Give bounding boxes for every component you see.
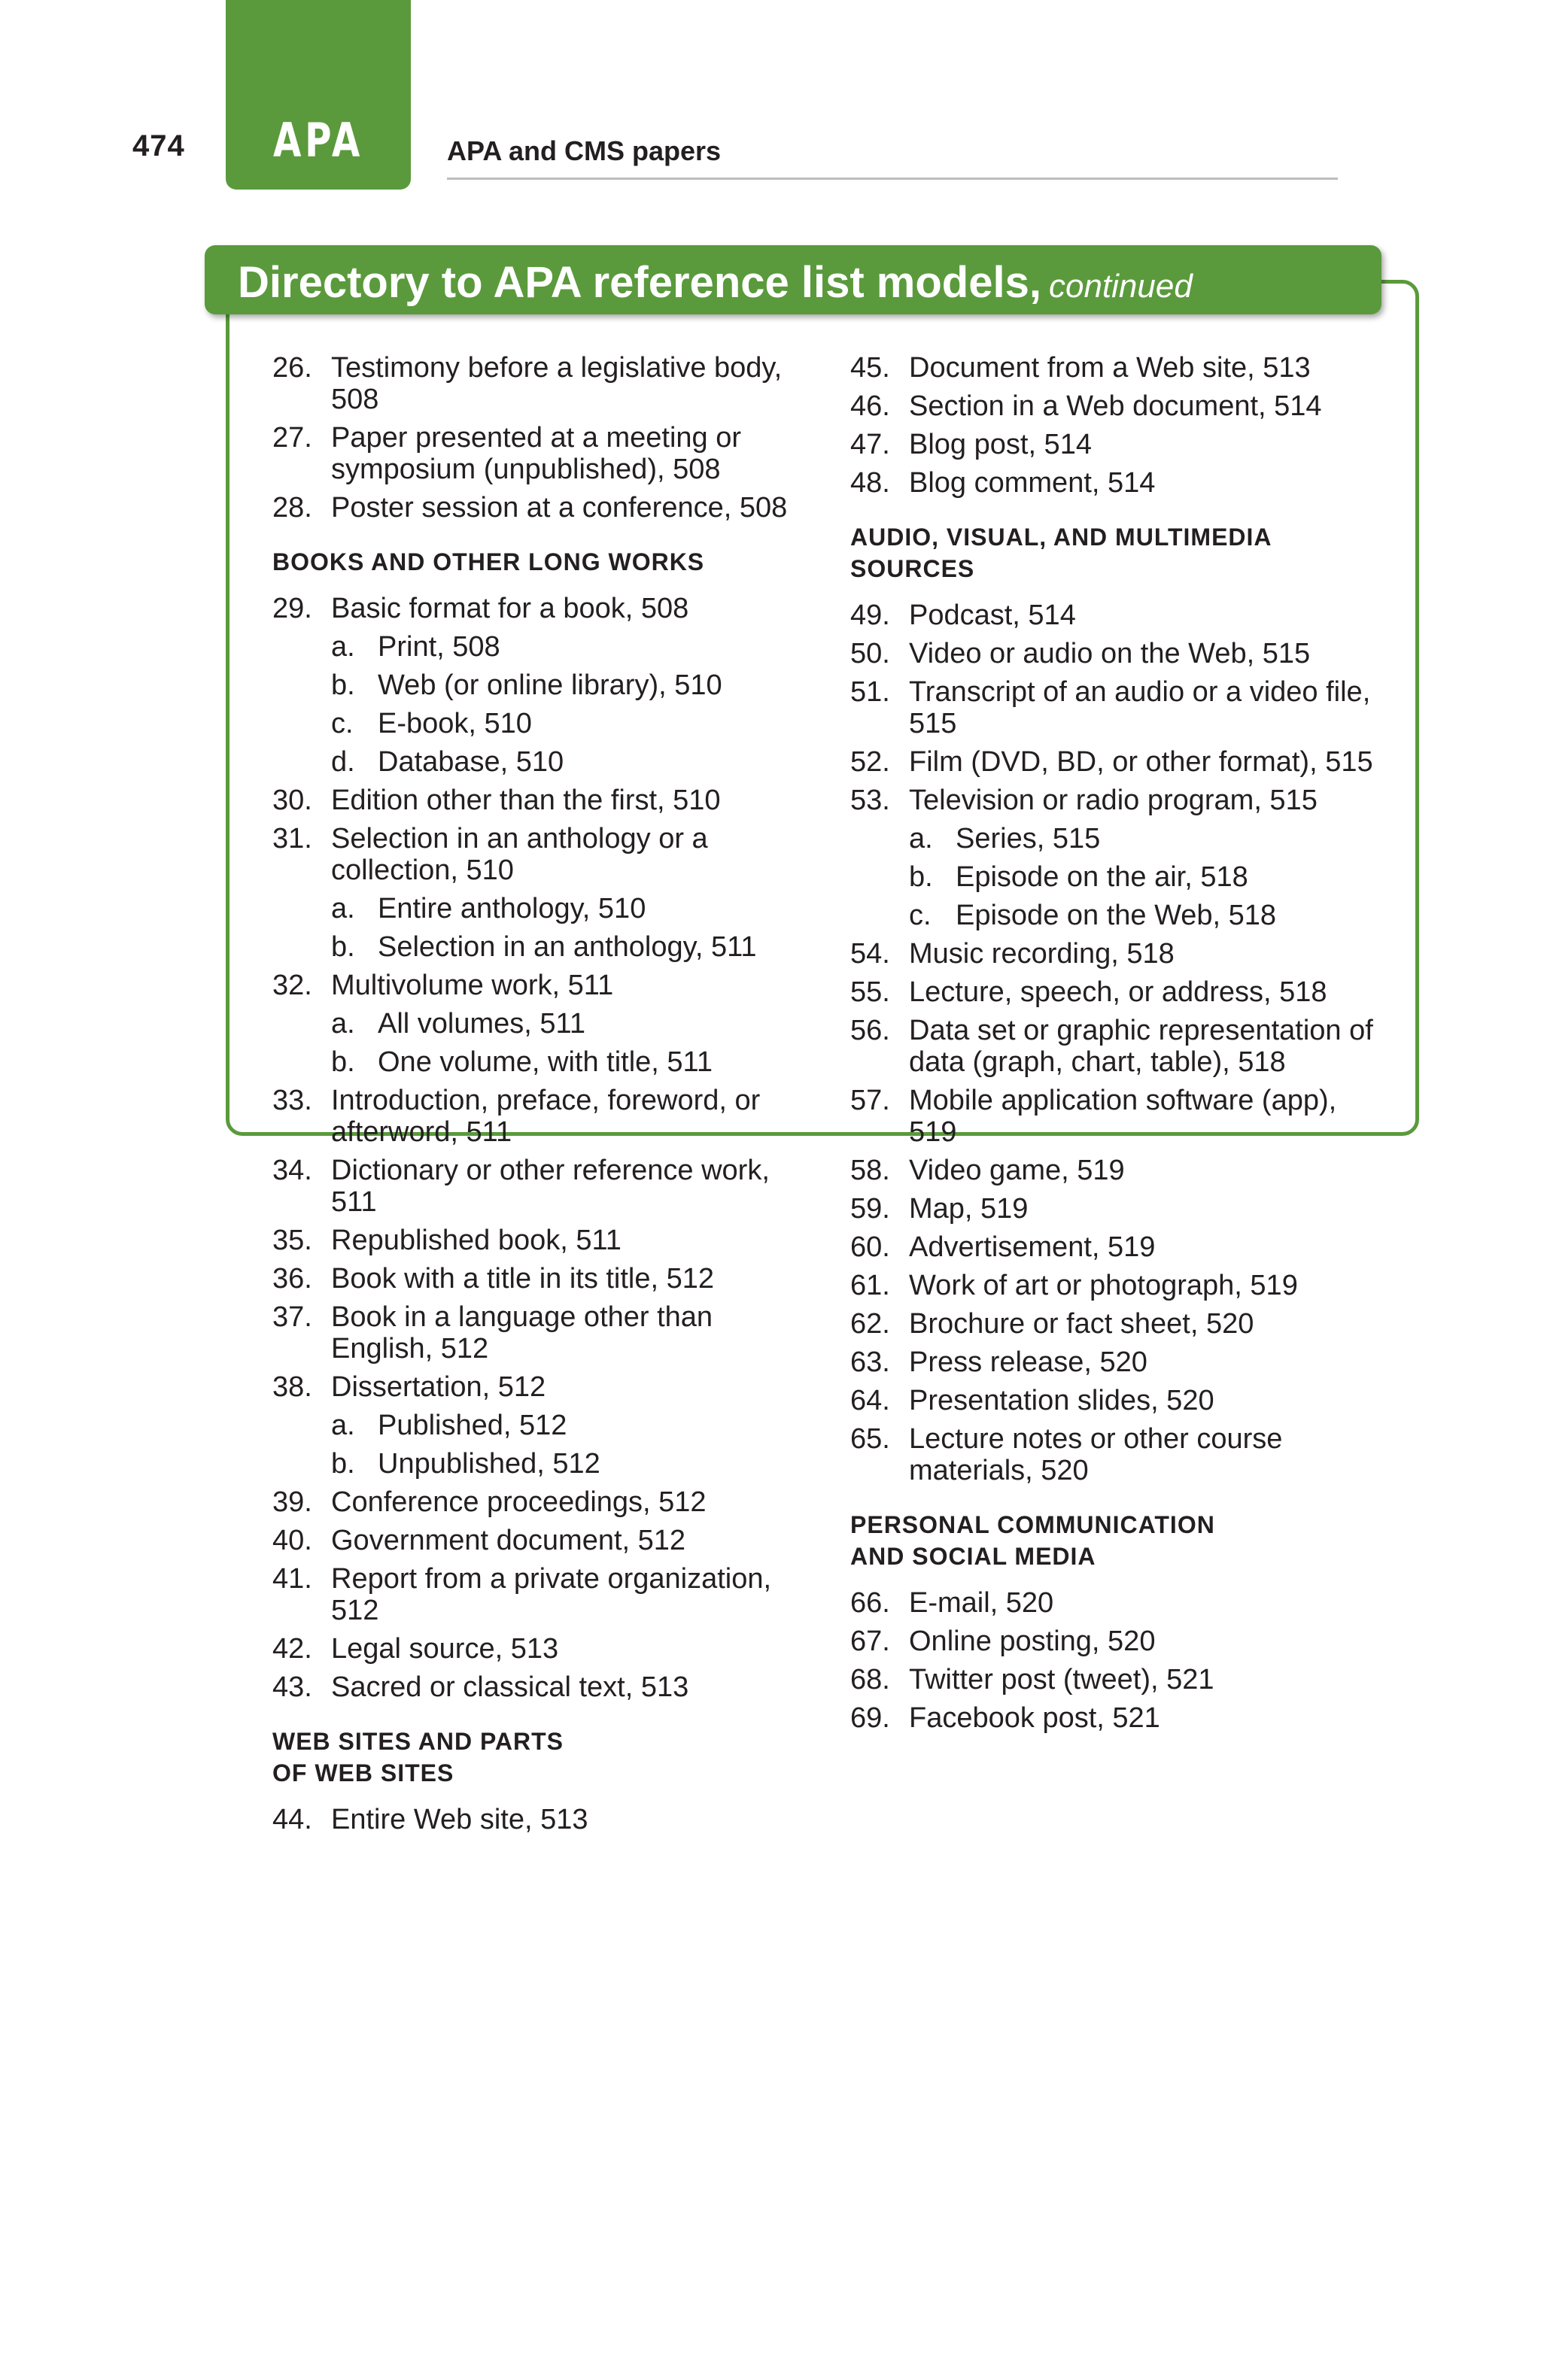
entry-number: 29. xyxy=(272,593,312,624)
entry-number: 67. xyxy=(850,1626,890,1657)
directory-banner xyxy=(205,245,1381,314)
entry-number: 58. xyxy=(850,1155,890,1186)
entry-text: Lecture, speech, or address, 518 xyxy=(909,976,1327,1008)
reference-entry xyxy=(850,1231,1392,1263)
entry-text: Section in a Web document, 514 xyxy=(909,390,1322,422)
entry-number: c. xyxy=(331,708,354,739)
reference-entry xyxy=(850,676,1392,739)
entry-number: 34. xyxy=(272,1155,312,1186)
entry-text: Presentation slides, 520 xyxy=(909,1385,1214,1416)
directory-title-text: Directory to APA reference list models, xyxy=(238,258,1041,307)
entry-text: Book with a title in its title, 512 xyxy=(331,1263,715,1295)
reference-entry xyxy=(272,785,807,816)
entry-text: Podcast, 514 xyxy=(909,600,1076,631)
reference-entry xyxy=(272,1804,807,1835)
entry-number: 63. xyxy=(850,1346,890,1378)
entry-number: b. xyxy=(331,1448,355,1480)
reference-entry xyxy=(850,1193,1392,1225)
reference-entry xyxy=(272,492,807,524)
entry-number: 55. xyxy=(850,976,890,1008)
entry-text: Series, 515 xyxy=(956,823,1101,855)
reference-entry xyxy=(272,1085,807,1148)
entry-number: 28. xyxy=(272,492,312,524)
reference-entry xyxy=(850,600,1392,631)
entry-number: 42. xyxy=(272,1633,312,1665)
entry-text: Dissertation, 512 xyxy=(331,1371,546,1403)
entry-number: a. xyxy=(331,631,355,663)
section-heading: WEB SITES AND PARTS OF WEB SITES xyxy=(272,1728,564,1787)
entry-number: 40. xyxy=(272,1525,312,1556)
section-heading: AUDIO, VISUAL, AND MULTIMEDIA SOURCES xyxy=(850,524,1272,582)
entry-number: 26. xyxy=(272,352,312,384)
sub-entry xyxy=(272,1448,807,1480)
reference-entry xyxy=(850,938,1392,970)
sub-entry xyxy=(272,708,807,739)
sub-entry xyxy=(272,669,807,701)
reference-entry xyxy=(850,976,1392,1008)
section-tab xyxy=(226,0,411,190)
entry-text: One volume, with title, 511 xyxy=(378,1046,713,1078)
entry-text: Dictionary or other reference work, 511 xyxy=(331,1155,770,1218)
reference-entry xyxy=(272,823,807,886)
reference-entry xyxy=(850,1346,1392,1378)
entry-text: Republished book, 511 xyxy=(331,1225,622,1256)
reference-entry xyxy=(272,1563,807,1626)
reference-entry xyxy=(850,352,1392,384)
reference-entry xyxy=(850,1587,1392,1619)
entry-text: Sacred or classical text, 513 xyxy=(331,1671,689,1703)
entry-number: 44. xyxy=(272,1804,312,1835)
entry-number: 56. xyxy=(850,1015,890,1046)
reference-entry xyxy=(850,1270,1392,1301)
reference-entry xyxy=(850,638,1392,669)
entry-text: Episode on the Web, 518 xyxy=(956,900,1277,931)
page-number: 474 xyxy=(132,129,185,162)
entry-text: Poster session at a conference, 508 xyxy=(331,492,788,524)
entry-number: 43. xyxy=(272,1671,312,1703)
section-heading: BOOKS AND OTHER LONG WORKS xyxy=(272,548,705,575)
reference-entry xyxy=(850,1015,1392,1078)
reference-entry xyxy=(850,1385,1392,1416)
entry-number: b. xyxy=(909,861,933,893)
sub-entry xyxy=(850,900,1392,931)
entry-number: 38. xyxy=(272,1371,312,1403)
sub-entry xyxy=(272,631,807,663)
reference-entry xyxy=(850,1664,1392,1695)
directory-subtitle: continued xyxy=(1048,268,1193,305)
entry-text: Transcript of an audio or a video file, 515 xyxy=(909,676,1371,739)
entry-text: Lecture notes or other course materials, 520 xyxy=(909,1423,1283,1486)
entry-text: Introduction, preface, foreword, or afterword, 511 xyxy=(331,1085,761,1148)
entry-text: Brochure or fact sheet, 520 xyxy=(909,1308,1254,1340)
entry-text: Blog comment, 514 xyxy=(909,467,1156,499)
entry-number: 32. xyxy=(272,970,312,1001)
reference-entry xyxy=(272,352,807,415)
entry-number: 66. xyxy=(850,1587,890,1619)
entry-number: 36. xyxy=(272,1263,312,1295)
entry-number: 35. xyxy=(272,1225,312,1256)
entry-number: 60. xyxy=(850,1231,890,1263)
entry-number: 59. xyxy=(850,1193,890,1225)
sub-entry xyxy=(272,893,807,924)
reference-entry xyxy=(850,1702,1392,1734)
entry-text: Television or radio program, 515 xyxy=(909,785,1318,816)
entry-number: 69. xyxy=(850,1702,890,1734)
reference-entry xyxy=(850,429,1392,460)
entry-number: 30. xyxy=(272,785,312,816)
reference-entry xyxy=(850,467,1392,499)
entry-text: Document from a Web site, 513 xyxy=(909,352,1311,384)
reference-entry xyxy=(272,1371,807,1403)
entry-text: E-book, 510 xyxy=(378,708,532,739)
entry-number: 51. xyxy=(850,676,890,708)
entry-text: Data set or graphic representation of data (graph, chart, table), 518 xyxy=(909,1015,1373,1078)
entry-number: a. xyxy=(909,823,933,855)
reference-entry xyxy=(272,1525,807,1556)
entry-number: 41. xyxy=(272,1563,312,1595)
entry-text: All volumes, 511 xyxy=(378,1008,585,1040)
entry-text: Online posting, 520 xyxy=(909,1626,1156,1657)
entry-number: 54. xyxy=(850,938,890,970)
directory-title xyxy=(238,257,1193,308)
entry-number: 62. xyxy=(850,1308,890,1340)
reference-entry xyxy=(850,1308,1392,1340)
running-head: APA and CMS papers xyxy=(447,135,722,166)
entry-text: Entire anthology, 510 xyxy=(378,893,646,924)
entry-number: 39. xyxy=(272,1486,312,1518)
entry-number: b. xyxy=(331,931,355,963)
header-rule xyxy=(447,178,1338,180)
entry-text: Testimony before a legislative body, 508 xyxy=(331,352,783,415)
entry-number: 27. xyxy=(272,422,312,454)
entry-number: 46. xyxy=(850,390,890,422)
entry-number: 52. xyxy=(850,746,890,778)
entry-text: Video game, 519 xyxy=(909,1155,1125,1186)
entry-number: 48. xyxy=(850,467,890,499)
entry-text: Film (DVD, BD, or other format), 515 xyxy=(909,746,1373,778)
reference-entry xyxy=(272,1301,807,1365)
entry-number: a. xyxy=(331,1410,355,1441)
reference-entry xyxy=(850,1626,1392,1657)
entry-number: 31. xyxy=(272,823,312,855)
reference-entry xyxy=(850,785,1392,816)
sub-entry xyxy=(272,1008,807,1040)
entry-text: Database, 510 xyxy=(378,746,564,778)
reference-entry xyxy=(272,1633,807,1665)
entry-number: 64. xyxy=(850,1385,890,1416)
reference-entry xyxy=(272,1225,807,1256)
entry-text: Print, 508 xyxy=(378,631,500,663)
right-column xyxy=(850,352,1392,1741)
entry-number: 61. xyxy=(850,1270,890,1301)
entry-text: Paper presented at a meeting or symposium (unpublished), 508 xyxy=(331,422,742,485)
entry-text: Multivolume work, 511 xyxy=(331,970,614,1001)
entry-text: Government document, 512 xyxy=(331,1525,686,1556)
entry-text: Map, 519 xyxy=(909,1193,1029,1225)
entry-number: 45. xyxy=(850,352,890,384)
entry-text: Published, 512 xyxy=(378,1410,567,1441)
section-tab-label: APA xyxy=(273,113,363,168)
entry-text: Conference proceedings, 512 xyxy=(331,1486,707,1518)
entry-number: 47. xyxy=(850,429,890,460)
sub-entry xyxy=(850,861,1392,893)
entry-number: 68. xyxy=(850,1664,890,1695)
reference-entry xyxy=(850,1155,1392,1186)
entry-number: 33. xyxy=(272,1085,312,1116)
entry-text: Selection in an anthology or a collection, 510 xyxy=(331,823,708,886)
entry-text: Music recording, 518 xyxy=(909,938,1175,970)
entry-text: Report from a private organization, 512 xyxy=(331,1563,772,1626)
entry-text: Facebook post, 521 xyxy=(909,1702,1160,1734)
entry-number: 37. xyxy=(272,1301,312,1333)
entry-text: Web (or online library), 510 xyxy=(378,669,722,701)
entry-number: 57. xyxy=(850,1085,890,1116)
reference-entry xyxy=(850,746,1392,778)
entry-number: d. xyxy=(331,746,355,778)
entry-text: Edition other than the first, 510 xyxy=(331,785,721,816)
entry-text: Legal source, 513 xyxy=(331,1633,559,1665)
entry-text: Mobile application software (app), 519 xyxy=(909,1085,1337,1148)
reference-entry xyxy=(272,1486,807,1518)
reference-entry xyxy=(272,1263,807,1295)
entry-number: a. xyxy=(331,1008,355,1040)
entry-text: Work of art or photograph, 519 xyxy=(909,1270,1298,1301)
entry-text: Twitter post (tweet), 521 xyxy=(909,1664,1214,1695)
sub-entry xyxy=(272,746,807,778)
reference-entry xyxy=(850,1423,1392,1486)
reference-entry xyxy=(272,1155,807,1218)
entry-number: 50. xyxy=(850,638,890,669)
entry-text: Advertisement, 519 xyxy=(909,1231,1156,1263)
sub-entry xyxy=(272,1410,807,1441)
reference-entry xyxy=(850,390,1392,422)
sub-entry xyxy=(272,931,807,963)
entry-text: Basic format for a book, 508 xyxy=(331,593,689,624)
sub-entry xyxy=(272,1046,807,1078)
entry-text: Press release, 520 xyxy=(909,1346,1147,1378)
entry-number: 65. xyxy=(850,1423,890,1455)
entry-number: a. xyxy=(331,893,355,924)
entry-text: Unpublished, 512 xyxy=(378,1448,600,1480)
entry-text: Selection in an anthology, 511 xyxy=(378,931,757,963)
sub-entry xyxy=(850,823,1392,855)
entry-text: Entire Web site, 513 xyxy=(331,1804,588,1835)
entry-number: c. xyxy=(909,900,932,931)
entry-number: b. xyxy=(331,669,355,701)
entry-number: b. xyxy=(331,1046,355,1078)
section-heading: PERSONAL COMMUNICATION AND SOCIAL MEDIA xyxy=(850,1511,1215,1570)
entry-text: Video or audio on the Web, 515 xyxy=(909,638,1311,669)
entry-text: E-mail, 520 xyxy=(909,1587,1054,1619)
reference-entry xyxy=(272,1671,807,1703)
entry-text: Episode on the air, 518 xyxy=(956,861,1248,893)
reference-entry xyxy=(850,1085,1392,1148)
reference-entry xyxy=(272,422,807,485)
left-column xyxy=(272,352,807,1842)
entry-number: 53. xyxy=(850,785,890,816)
entry-number: 49. xyxy=(850,600,890,631)
reference-entry xyxy=(272,593,807,624)
entry-text: Book in a language other than English, 512 xyxy=(331,1301,713,1365)
reference-entry xyxy=(272,970,807,1001)
entry-text: Blog post, 514 xyxy=(909,429,1092,460)
